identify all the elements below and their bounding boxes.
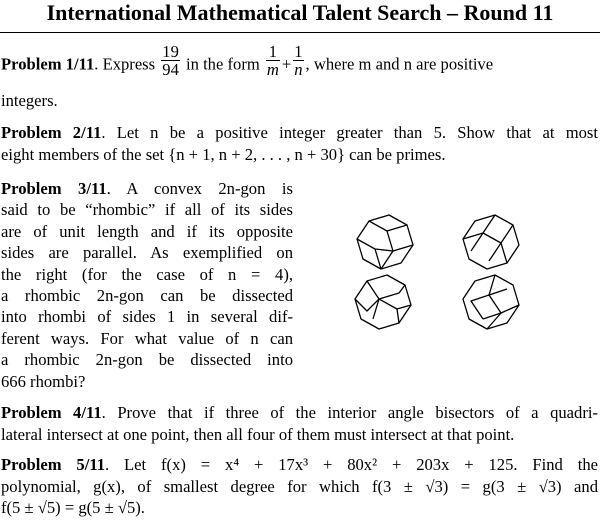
problem-2-line2: eight members of the set {n + 1, n + 2, . . . , n + 30} can be primes.: [1, 144, 446, 164]
problem-1-express: Express: [102, 54, 156, 74]
problem-2-line1: Let n be a positive integer greater than 5. Show that at most: [116, 123, 598, 142]
fraction-numerator: 19: [162, 42, 179, 61]
problem-5-line2: polynomial, g(x), of smallest degree for which f(3 ± √3) = g(3 ± √3) and: [1, 476, 598, 496]
problem-4-line1: Prove that if three of the interior angle bisectors of a quadri-: [117, 403, 598, 422]
problem-4: Problem 4/11. Prove that if three of the interior angle bisectors of a quadri- lateral intersect at one point, then all four of them must intersect at that point.: [1, 403, 598, 444]
fraction-19-94: [161, 43, 180, 78]
problem-5: Problem 5/11. Let f(x) = x⁴ + 17x³ + 80x² + 203x + 125. Find the polynomial, g(x), of smallest degree for which f(3 ± √3) = g(3 ± √3) and f(5 ± √5) = g(5 ± √5).: [1, 455, 599, 517]
problem-5-line1: Let f(x) = x⁴ + 17x³ + 80x² + 203x + 125. Find the: [124, 455, 599, 474]
problem-4-line2: lateral intersect at one point, then all four of them must intersect at that point.: [1, 424, 515, 444]
problem-3: Problem 3/11. A convex 2n-gon is said to be “rhombic” if all of its sides are of unit length and if its opposite sides are parallel. As exemplified on the right (for the case of n = 4), a rhombic 2n-gon can be dissected into rhombi of sides 1 in several dif- ferent ways. For what value of n can a rhombic 2n-gon be dissected into 666 rhombi?: [1, 179, 293, 391]
problem-1: Problem 1/11. Express $\frac{19}{94}$ in the form $\frac{1}{m}$ + $\frac{1}{n}$ , where m and n are positive: [1, 42, 494, 79]
fraction-denominator: 94: [162, 60, 179, 79]
octagon-dissection-4: [463, 275, 519, 329]
fraction-1-n: $\frac{1}{n}$: [294, 42, 303, 79]
problem-1-line2: integers.: [1, 91, 58, 110]
problem-4-label: Problem 4/11: [1, 403, 102, 422]
problem-2-label: Problem 2/11: [1, 123, 102, 142]
problem-5-label: Problem 5/11: [1, 455, 105, 474]
octagon-dissection-3: [355, 275, 411, 329]
fraction-1-m: $\frac{1}{m}$: [266, 42, 279, 79]
problem-1-tail: , where m and n are positive: [305, 54, 494, 74]
page-title: International Mathematical Talent Search – Round 11: [46, 0, 554, 25]
problem-3-label: Problem 3/11: [1, 179, 107, 198]
rhombic-octagon-dissections-figure: [345, 205, 545, 335]
title-divider: [0, 32, 600, 33]
problem-1-in-form: in the form: [186, 54, 260, 74]
octagon-dissection-2: [463, 215, 519, 269]
problem-2: Problem 2/11. Let n be a positive integer greater than 5. Show that at most eight members of the set {n + 1, n + 2, . . . , n + 30} can be primes.: [1, 123, 598, 164]
problem-1-label: Problem 1/11: [1, 54, 95, 74]
problem-5-line3: f(5 ± √5) = g(5 ± √5).: [1, 498, 145, 517]
octagon-dissection-1: [357, 215, 413, 269]
